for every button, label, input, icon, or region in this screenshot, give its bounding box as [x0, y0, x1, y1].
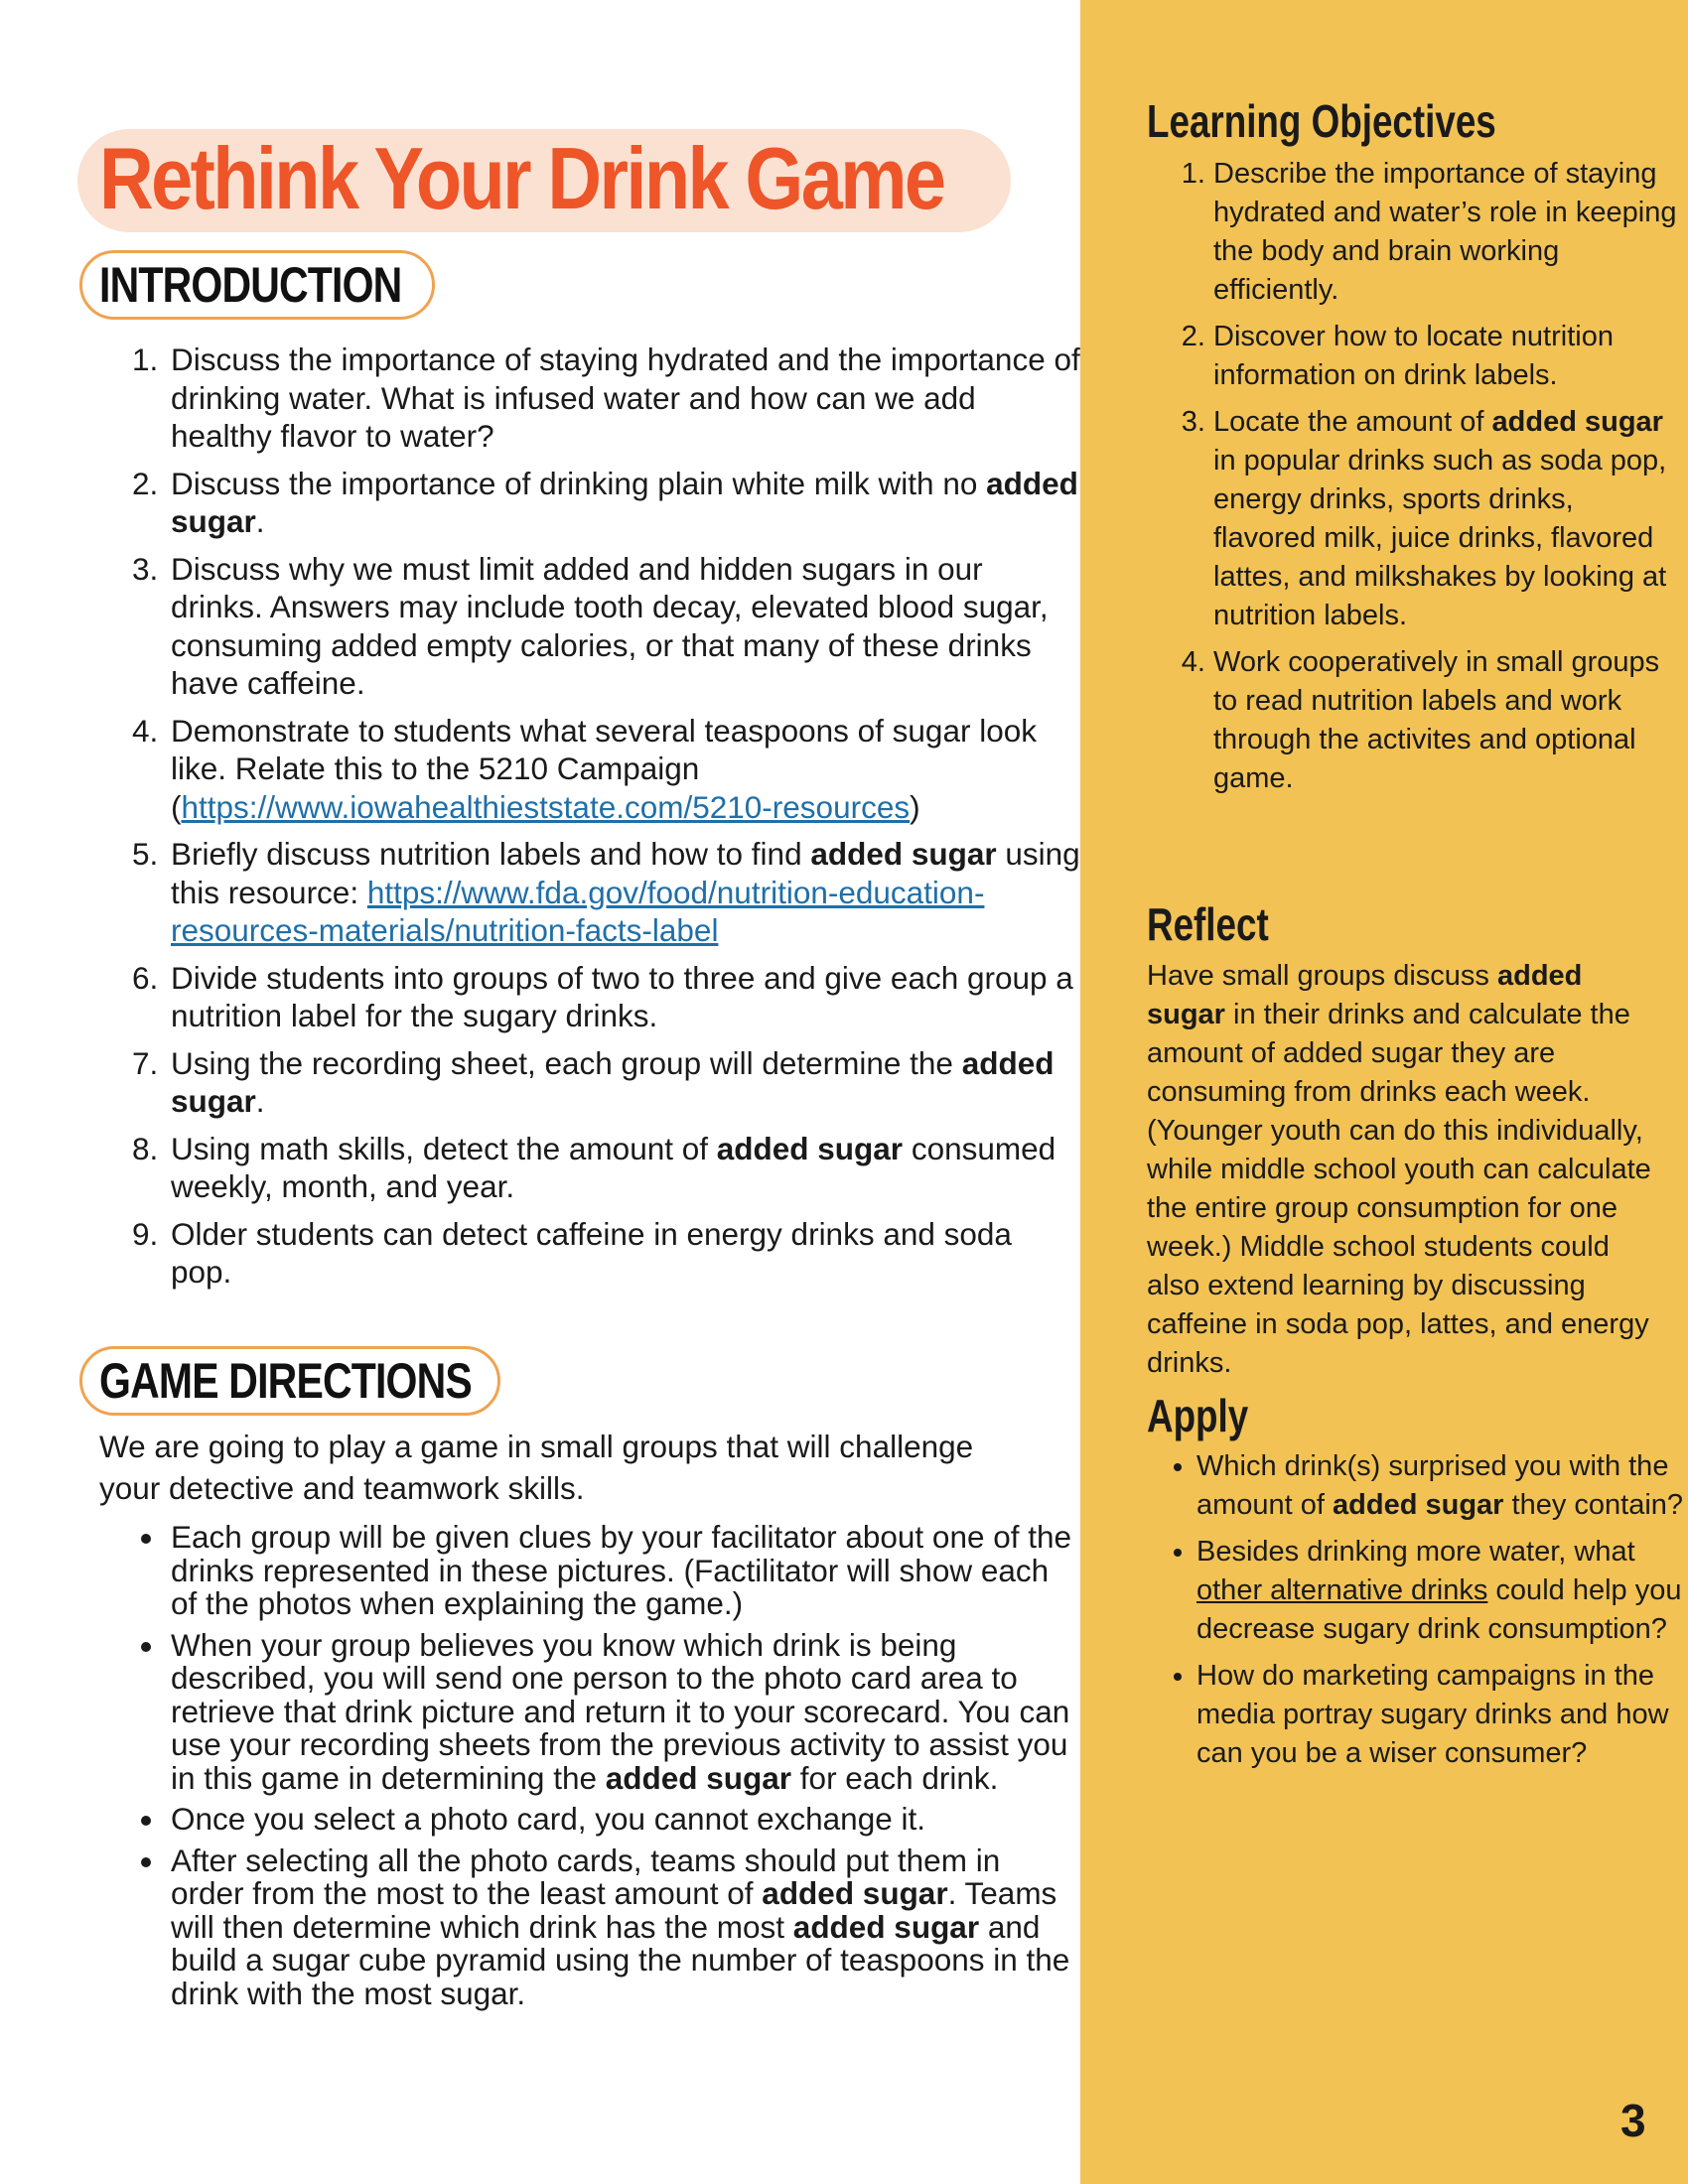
apply-list-item — [1196, 1533, 1688, 1649]
bold-text: added sugar — [810, 836, 997, 872]
text-segment: in popular drinks such as soda pop, energy drinks, sports drinks, flavored milk, juice drinks, flavored lattes, and milkshakes by looking at nutrition labels. — [1213, 445, 1667, 631]
text-segment: Describe the importance of staying hydrated and water’s role in keeping the body and brain working efficiently. — [1213, 158, 1677, 306]
learning-objective-item — [1213, 318, 1680, 395]
text-segment: Work cooperatively in small groups to read nutrition labels and work through the activites and optional game. — [1213, 646, 1660, 794]
text-segment: Older students can detect caffeine in energy drinks and soda pop. — [171, 1215, 1012, 1290]
text-segment: Locate the amount of — [1213, 406, 1492, 438]
text-segment: and build a sugar cube pyramid using the number of teaspoons in the drink with the most sugar. — [171, 1908, 1070, 2011]
bold-text: added sugar — [171, 465, 1078, 539]
bold-text: added sugar — [1147, 960, 1583, 1030]
text-segment: . — [255, 503, 265, 539]
reflect-heading: Reflect — [1147, 898, 1269, 950]
bold-text: added sugar — [605, 1759, 792, 1796]
introduction-list-item — [167, 465, 1080, 541]
learning-objectives-list — [1164, 155, 1680, 806]
text-segment: Discuss the importance of drinking plain white milk with no — [171, 465, 987, 501]
text-segment: using this resource: — [171, 836, 1080, 910]
introduction-list-item — [167, 835, 1080, 950]
introduction-list-item — [167, 341, 1080, 456]
text-segment: When your group believes you know which drink is being described, you will send one person to the photo card area to retrieve that drink picture and return it to your scorecard. You can use your recording sheets from the previous activity to assist you in this game in determining the — [171, 1626, 1070, 1796]
bold-text: added sugar — [762, 1875, 948, 1911]
game-directions-list — [121, 1521, 1080, 2018]
introduction-list-item — [167, 1044, 1080, 1121]
introduction-list — [121, 341, 1080, 1300]
text-segment: Briefly discuss nutrition labels and how to find — [171, 836, 811, 872]
game-directions-list-item — [167, 1844, 1080, 2011]
page-title: Rethink Your Drink Game — [99, 129, 944, 227]
text-segment: Discover how to locate nutrition information on drink labels. — [1213, 321, 1614, 391]
text-segment: Using math skills, detect the amount of — [171, 1130, 717, 1166]
text-segment: for each drink. — [791, 1759, 999, 1796]
text-segment: After selecting all the photo cards, teams should put them in order from the most to the least amount of — [171, 1842, 1001, 1911]
learning-objectives-heading: Learning Objectives — [1147, 95, 1496, 147]
bold-text: added sugar — [1491, 406, 1663, 438]
reflect-paragraph — [1147, 957, 1653, 1383]
introduction-list-item — [167, 959, 1080, 1035]
text-segment: could help you decrease sugary drink consumption? — [1196, 1574, 1682, 1645]
introduction-heading: INTRODUCTION — [99, 257, 402, 313]
apply-heading: Apply — [1147, 1390, 1249, 1441]
game-directions-list-item — [167, 1626, 1080, 1796]
game-directions-list-item — [167, 1803, 1080, 1837]
underlined-text: other alternative drinks — [1196, 1574, 1488, 1606]
introduction-list-item — [167, 712, 1080, 827]
text-segment: consumed weekly, month, and year. — [171, 1130, 1056, 1204]
learning-objective-item — [1213, 403, 1680, 635]
game-directions-intro: We are going to play a game in small groups that will challenge your detective and teamwork skills. — [99, 1429, 974, 1506]
text-segment: . Teams will then determine which drink has the most — [171, 1875, 1057, 1945]
game-directions-heading: GAME DIRECTIONS — [99, 1353, 472, 1409]
text-segment: Have small groups discuss — [1147, 960, 1497, 992]
text-segment: in their drinks and calculate the amount of added sugar they are consuming from drinks each week. (Younger youth can do this individually, while middle school youth can calculate the entire group consumption for one week.) Middle school students could also extend learning by discussing caffeine in soda pop, lattes, and energy drinks. — [1147, 999, 1651, 1379]
bold-text: added sugar — [1333, 1489, 1504, 1521]
text-segment: Each group will be given clues by your facilitator about one of the drinks represented in these pictures. (Factilitator will show each of the photos when explaining the game.) — [171, 1519, 1072, 1621]
bold-text: added sugar — [792, 1908, 980, 1945]
resource-link[interactable]: https://www.iowahealthieststate.com/5210-resources — [181, 788, 911, 825]
apply-list-item — [1196, 1447, 1688, 1525]
text-segment: Demonstrate to students what several teaspoons of sugar look like. Relate this to the 5210 Campaign ( — [171, 712, 1037, 825]
text-segment: Once you select a photo card, you cannot exchange it. — [171, 1801, 925, 1837]
text-segment: Which drink(s) surprised you with the amount of — [1196, 1450, 1669, 1521]
apply-list — [1147, 1447, 1688, 1781]
page-number: 3 — [1620, 2095, 1646, 2146]
introduction-list-item — [167, 1130, 1080, 1206]
text-segment: they contain? — [1503, 1489, 1684, 1521]
bold-text: added sugar — [716, 1130, 904, 1166]
text-segment: ) — [910, 788, 920, 825]
introduction-list-item — [167, 1215, 1080, 1292]
text-segment: How do marketing campaigns in the media portray sugary drinks and how can you be a wiser consumer? — [1196, 1660, 1669, 1769]
text-segment: Discuss why we must limit added and hidden sugars in our drinks. Answers may include tooth decay, elevated blood sugar, consuming added empty calories, or that many of these drinks have caffeine. — [171, 550, 1049, 701]
text-segment: Discuss the importance of staying hydrated and the importance of drinking water. What is infused water and how can we add healthy flavor to water? — [171, 341, 1080, 454]
game-directions-list-item — [167, 1521, 1080, 1621]
text-segment: Using the recording sheet, each group will determine the — [171, 1044, 962, 1081]
introduction-list-item — [167, 550, 1080, 703]
text-segment: Divide students into groups of two to three and give each group a nutrition label for the sugary drinks. — [171, 959, 1073, 1033]
bold-text: added sugar — [171, 1044, 1055, 1119]
apply-list-item — [1196, 1657, 1688, 1773]
text-segment: Besides drinking more water, what — [1196, 1536, 1635, 1568]
text-segment: . — [255, 1083, 265, 1119]
learning-objective-item — [1213, 643, 1680, 798]
learning-objective-item — [1213, 155, 1680, 310]
resource-link[interactable]: https://www.fda.gov/food/nutrition-education-resources-materials/nutrition-facts-label — [171, 874, 985, 948]
